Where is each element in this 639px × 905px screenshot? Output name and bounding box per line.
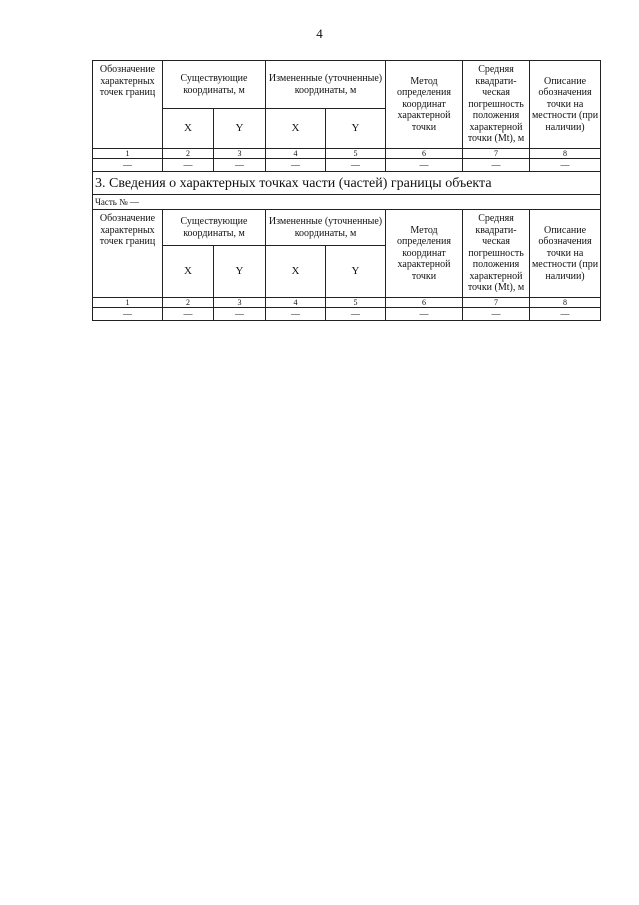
col-number: 6 (386, 298, 463, 308)
header-updated-x: X (266, 246, 326, 298)
header-accuracy: Средняя квадрати-ческая погрешность положения характерной точки (Mt), м (463, 61, 530, 149)
header-existing-x: X (163, 109, 214, 149)
col-number: 4 (266, 149, 326, 159)
section-title: 3. Сведения о характерных точках части (частей) границы объекта (93, 172, 601, 195)
header-method: Метод определения координат характерной точки (386, 61, 463, 149)
header-updated-coords: Измененные (уточненные) координаты, м (266, 61, 386, 109)
table-cell: — (163, 308, 214, 321)
col-number: 7 (463, 149, 530, 159)
page-number: 4 (316, 26, 323, 41)
col-number: 1 (93, 149, 163, 159)
table-cell: — (266, 308, 326, 321)
table-row (93, 308, 601, 321)
col-number: 5 (326, 149, 386, 159)
table-cell: — (93, 308, 163, 321)
col-number: 3 (214, 298, 266, 308)
part-number-label: Часть № — (93, 195, 601, 210)
header-description: Описание обозначения точки на местности (при наличии) (530, 61, 601, 149)
table-cell: — (463, 159, 530, 172)
table-cell: — (326, 159, 386, 172)
table-row (93, 159, 601, 172)
table-cell: — (386, 159, 463, 172)
table-cell: — (386, 308, 463, 321)
header-existing-coords: Существующие координаты, м (163, 61, 266, 109)
document-body (92, 60, 600, 321)
header-existing-x: X (163, 246, 214, 298)
table-cell: — (214, 159, 266, 172)
header-existing-y: Y (214, 109, 266, 149)
table-cell: — (266, 159, 326, 172)
header-accuracy: Средняя квадрати-ческая погрешность положения характерной точки (Mt), м (463, 210, 530, 298)
table-cell: — (93, 159, 163, 172)
table-cell: — (463, 308, 530, 321)
col-number: 5 (326, 298, 386, 308)
header-updated-x: X (266, 109, 326, 149)
header-existing-coords: Существующие координаты, м (163, 210, 266, 246)
header-designation: Обозначение характерных точек границ (93, 61, 163, 149)
col-number: 6 (386, 149, 463, 159)
header-updated-coords: Измененные (уточненные) координаты, м (266, 210, 386, 246)
header-existing-y: Y (214, 246, 266, 298)
col-number: 2 (163, 149, 214, 159)
header-description: Описание обозначения точки на местности (при наличии) (530, 210, 601, 298)
header-updated-y: Y (326, 109, 386, 149)
col-number: 4 (266, 298, 326, 308)
table-cell: — (214, 308, 266, 321)
header-designation: Обозначение характерных точек границ (93, 210, 163, 298)
column-numbers-row (93, 298, 601, 308)
col-number: 3 (214, 149, 266, 159)
table-cell: — (530, 308, 601, 321)
col-number: 8 (530, 298, 601, 308)
col-number: 2 (163, 298, 214, 308)
table-cell: — (530, 159, 601, 172)
boundary-points-table (92, 60, 601, 321)
header-updated-y: Y (326, 246, 386, 298)
col-number: 7 (463, 298, 530, 308)
table-cell: — (326, 308, 386, 321)
header-method: Метод определения координат характерной точки (386, 210, 463, 298)
col-number: 1 (93, 298, 163, 308)
table-cell: — (163, 159, 214, 172)
column-numbers-row (93, 149, 601, 159)
col-number: 8 (530, 149, 601, 159)
